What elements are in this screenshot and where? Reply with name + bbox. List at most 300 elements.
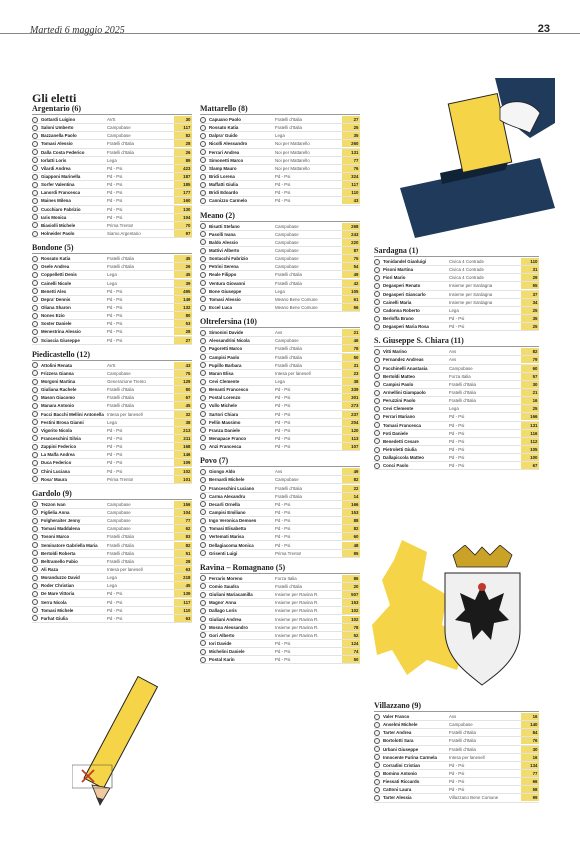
- candidate-party: Prima Trento!: [107, 222, 134, 228]
- candidate-votes: 80: [174, 312, 192, 319]
- candidate-row: [200, 533, 360, 541]
- candidate-name: Innocente Furina Carmela: [383, 754, 437, 760]
- candidate-party: Intesa per lanesell: [107, 411, 143, 417]
- party-logo-icon: [32, 149, 38, 155]
- district-heading: Mattarello (8): [200, 103, 360, 115]
- candidate-name: Sartori Chiara: [209, 411, 239, 417]
- candidate-name: Pupillo Barbara: [209, 362, 242, 368]
- candidate-name: Berloffa Bruno: [383, 316, 414, 322]
- candidate-name: Gori Alberto: [209, 632, 235, 638]
- candidate-row: [200, 517, 360, 525]
- candidate-party: Campobase: [275, 231, 299, 237]
- candidate-votes: 45: [174, 582, 192, 589]
- candidate-name: Giuliani Andrea: [209, 616, 242, 622]
- party-logo-icon: [32, 370, 38, 376]
- party-logo-icon: [374, 447, 380, 453]
- candidate-row: [374, 389, 539, 397]
- candidate-row: [374, 762, 539, 770]
- candidate-row: [32, 206, 192, 214]
- candidate-row: [374, 746, 539, 754]
- party-logo-icon: [374, 771, 380, 777]
- party-logo-icon: [32, 214, 38, 220]
- party-logo-icon: [374, 414, 380, 420]
- candidate-votes: 166: [521, 413, 539, 420]
- candidate-row: [32, 459, 192, 467]
- candidate-name: Beltramello Fabio: [41, 558, 78, 564]
- candidate-row: [32, 230, 192, 238]
- party-logo-icon: [200, 133, 206, 139]
- party-logo-icon: [200, 427, 206, 433]
- candidate-name: Baldo Alessio: [209, 239, 238, 245]
- candidate-name: Giuliana Rachele: [41, 387, 77, 393]
- candidate-row: [32, 116, 192, 124]
- candidate-name: Tomasi Alessio: [209, 296, 241, 302]
- party-logo-icon: [200, 526, 206, 532]
- party-logo-icon: [200, 370, 206, 376]
- candidate-votes: 28: [174, 140, 192, 147]
- candidate-votes: 75: [342, 255, 360, 262]
- party-logo-icon: [200, 469, 206, 475]
- candidate-row: [32, 476, 192, 484]
- candidate-name: Degasperi Renato: [383, 283, 421, 289]
- candidate-name: Maffatti Giulia: [209, 182, 239, 188]
- party-logo-icon: [32, 460, 38, 466]
- candidate-row: [200, 354, 360, 362]
- candidate-name: Degasperi Maria Rosa: [383, 324, 429, 330]
- party-logo-icon: [32, 174, 38, 180]
- candidate-name: Tezzon Ivan: [41, 501, 66, 507]
- candidate-row: [32, 124, 192, 132]
- candidate-row: [200, 132, 360, 140]
- candidate-name: Bomino Antonio: [383, 771, 417, 777]
- candidate-row: [374, 770, 539, 778]
- candidate-party: Pd - Psi: [107, 214, 123, 220]
- candidate-name: Ferrari Andrea: [209, 149, 240, 155]
- party-logo-icon: [32, 518, 38, 524]
- candidate-party: Fratelli d'Italia: [107, 256, 134, 262]
- candidate-name: Menestrina Alessio: [41, 329, 81, 335]
- candidate-votes: 139: [174, 590, 192, 597]
- party-logo-icon: [200, 600, 206, 606]
- candidate-votes: 46: [342, 337, 360, 344]
- candidate-party: Campobase: [107, 501, 131, 507]
- page-number: 23: [537, 23, 550, 35]
- candidate-votes: 185: [174, 181, 192, 188]
- candidate-name: Cadonna Roberto: [383, 307, 420, 313]
- candidate-row: [374, 721, 539, 729]
- candidate-row: [374, 307, 539, 315]
- candidate-row: [200, 640, 360, 648]
- candidate-row: [32, 378, 192, 386]
- candidate-row: [200, 501, 360, 509]
- candidate-name: Holneider Paolo: [41, 231, 75, 237]
- candidate-votes: 495: [174, 288, 192, 295]
- candidate-party: Fratelli d'Italia: [275, 346, 302, 352]
- candidate-party: Pd - Psi: [107, 615, 123, 621]
- candidate-row: [32, 598, 192, 606]
- candidate-party: Pd - Psi: [449, 430, 465, 436]
- candidate-name: Tomasi Francesca: [383, 422, 421, 428]
- party-logo-icon: [200, 198, 206, 204]
- candidate-name: Nones Ezio: [41, 313, 65, 319]
- candidate-party: Pd - Psi: [107, 435, 123, 441]
- candidate-votes: 97: [174, 230, 192, 237]
- district-heading: Sardagna (1): [374, 245, 539, 257]
- candidate-name: Simonetti Marco: [209, 157, 244, 163]
- candidate-name: De Mare Vittoria: [41, 591, 75, 597]
- party-logo-icon: [32, 157, 38, 163]
- candidate-name: Attolini Renata: [41, 362, 72, 368]
- candidate-party: Noi per Mattarello: [275, 149, 310, 155]
- candidate-name: Campisi Paolo: [383, 381, 414, 387]
- party-logo-icon: [374, 430, 380, 436]
- candidate-party: Pd - Psi: [107, 607, 123, 613]
- party-logo-icon: [32, 468, 38, 474]
- candidate-row: [374, 754, 539, 762]
- candidate-name: Farhat Giulia: [41, 615, 68, 621]
- candidate-row: [200, 509, 360, 517]
- candidate-votes: 187: [174, 173, 192, 180]
- candidate-votes: 63: [174, 615, 192, 622]
- district-gardolo: [32, 488, 192, 623]
- party-logo-icon: [32, 435, 38, 441]
- candidate-votes: 131: [521, 422, 539, 429]
- candidate-votes: 86: [342, 575, 360, 582]
- candidate-party: Pd - Psi: [107, 174, 123, 180]
- candidate-votes: 75: [174, 370, 192, 377]
- candidate-party: Pd - Psi: [107, 452, 123, 458]
- candidate-row: [32, 590, 192, 598]
- candidate-votes: 25: [521, 307, 539, 314]
- candidate-row: [200, 370, 360, 378]
- candidate-party: Fratelli d'Italia: [449, 390, 476, 396]
- candidate-votes: 51: [174, 550, 192, 557]
- candidate-party: Pd - Psi: [275, 526, 291, 532]
- party-logo-icon: [374, 324, 380, 330]
- candidate-party: Pd - Psi: [449, 455, 465, 461]
- candidate-votes: 82: [521, 348, 539, 355]
- candidate-party: Prima Trento!: [107, 476, 134, 482]
- candidate-name: Bernardi Michele: [209, 477, 245, 483]
- district-povo: [200, 455, 360, 558]
- candidate-votes: 30: [521, 746, 539, 753]
- candidate-votes: 70: [174, 222, 192, 229]
- candidate-party: Lega: [275, 379, 285, 384]
- candidate-row: [374, 778, 539, 786]
- candidate-name: Depra' Dennis: [41, 296, 71, 302]
- candidate-votes: 29: [521, 274, 539, 281]
- candidate-party: Fratelli d'Italia: [107, 550, 134, 556]
- candidate-name: Simonini Davide: [209, 330, 244, 336]
- candidate-row: [200, 615, 360, 623]
- candidate-name: Coppelletti Denis: [41, 272, 77, 278]
- candidate-row: [200, 386, 360, 394]
- party-logo-icon: [32, 133, 38, 139]
- candidate-name: Cainelli Maria: [383, 299, 412, 305]
- candidate-votes: 220: [342, 239, 360, 246]
- candidate-name: Mattivi Alberto: [209, 248, 240, 254]
- party-logo-icon: [374, 787, 380, 793]
- candidate-votes: 268: [342, 223, 360, 230]
- party-logo-icon: [200, 485, 206, 491]
- candidate-votes: 74: [342, 648, 360, 655]
- candidate-row: [200, 271, 360, 279]
- candidate-name: Fiori Mario: [383, 275, 406, 281]
- party-logo-icon: [374, 730, 380, 736]
- candidate-row: [32, 525, 192, 533]
- candidate-party: Pd - Psi: [275, 182, 291, 188]
- candidate-row: [32, 574, 192, 582]
- candidate-row: [200, 550, 360, 558]
- candidate-row: [200, 255, 360, 263]
- column-1: [32, 103, 192, 627]
- candidate-party: Fratelli d'Italia: [107, 149, 134, 155]
- party-logo-icon: [32, 288, 38, 294]
- candidate-name: Fernandez Andreas: [383, 357, 424, 363]
- candidate-name: Pagoretti Marco: [209, 346, 243, 352]
- candidate-name: Degasperi Giancarlo: [383, 291, 426, 297]
- party-logo-icon: [200, 239, 206, 245]
- candidate-name: Pisoni Martina: [383, 267, 414, 273]
- candidate-row: [32, 149, 192, 157]
- party-logo-icon: [32, 566, 38, 572]
- candidate-party: Meano Bene Comune: [275, 296, 318, 302]
- party-logo-icon: [200, 403, 206, 409]
- candidate-votes: 100: [521, 454, 539, 461]
- candidate-party: Fratelli d'Italia: [449, 746, 476, 752]
- candidate-votes: 243: [342, 231, 360, 238]
- candidate-row: [374, 365, 539, 373]
- candidate-party: Lega: [107, 272, 117, 278]
- party-logo-icon: [32, 329, 38, 335]
- candidate-party: Fratelli d'Italia: [275, 362, 302, 368]
- candidate-votes: 39: [174, 280, 192, 287]
- candidate-votes: 16: [521, 754, 539, 761]
- candidate-votes: 99: [521, 794, 539, 801]
- candidate-party: Lega: [449, 307, 459, 313]
- district-ravina-romagnano: [200, 562, 360, 665]
- candidate-party: Prima Trento!: [275, 550, 302, 556]
- party-logo-icon: [200, 305, 206, 311]
- candidate-votes: 37: [521, 291, 539, 298]
- candidate-row: [374, 291, 539, 299]
- candidate-name: Slamp Mauro: [209, 165, 237, 171]
- candidate-row: [32, 419, 192, 427]
- candidate-votes: 77: [342, 157, 360, 164]
- party-logo-icon: [32, 501, 38, 507]
- party-logo-icon: [32, 575, 38, 581]
- party-logo-icon: [200, 190, 206, 196]
- candidate-name: Foti Daniele: [383, 430, 408, 436]
- party-logo-icon: [200, 411, 206, 417]
- candidate-votes: 63: [174, 566, 192, 573]
- candidate-party: Forza Italia: [275, 575, 297, 581]
- district-mattarello: [200, 103, 360, 206]
- candidate-votes: 109: [174, 459, 192, 466]
- candidate-votes: 16: [521, 713, 539, 720]
- candidate-row: [32, 558, 192, 566]
- candidate-name: Tarter Andrea: [383, 730, 412, 736]
- candidate-party: Noi per Mattarello: [275, 165, 310, 171]
- party-logo-icon: [32, 264, 38, 270]
- party-logo-icon: [200, 346, 206, 352]
- party-logo-icon: [200, 296, 206, 302]
- candidate-party: Fratelli d'Italia: [107, 264, 134, 270]
- candidate-name: Bertoldi Matteo: [383, 373, 415, 379]
- candidate-name: Rossato Katia: [209, 125, 239, 131]
- candidate-name: Iaris Monica: [41, 214, 67, 220]
- candidate-party: Lega: [107, 419, 117, 425]
- candidate-name: Giapponi Marinella: [41, 174, 81, 180]
- candidate-name: Morgoni Martina: [41, 379, 76, 384]
- candidate-votes: 84: [521, 729, 539, 736]
- candidate-row: [32, 132, 192, 140]
- candidate-votes: 21: [521, 389, 539, 396]
- candidate-row: [32, 197, 192, 205]
- party-logo-icon: [200, 518, 206, 524]
- party-logo-icon: [374, 316, 380, 322]
- candidate-party: Fratelli d'Italia: [449, 381, 476, 387]
- party-logo-icon: [32, 607, 38, 613]
- candidate-votes: 60: [342, 533, 360, 540]
- party-logo-icon: [374, 357, 380, 363]
- candidate-votes: 26: [174, 263, 192, 270]
- candidate-name: Dallago Loris: [209, 608, 237, 614]
- candidate-row: [32, 501, 192, 509]
- party-logo-icon: [200, 550, 206, 556]
- party-logo-icon: [32, 256, 38, 262]
- candidate-name: Peruzzini Paolo: [383, 398, 416, 404]
- issue-date: Martedì 6 maggio 2025: [30, 25, 125, 36]
- candidate-votes: 82: [342, 476, 360, 483]
- district-heading: Bondone (5): [32, 242, 192, 254]
- candidate-row: [374, 438, 539, 446]
- candidate-row: [200, 337, 360, 345]
- candidate-party: Pd - Psi: [449, 316, 465, 322]
- candidate-row: [32, 320, 192, 328]
- candidate-party: Campobase: [107, 370, 131, 376]
- party-logo-icon: [32, 125, 38, 131]
- party-logo-icon: [200, 141, 206, 147]
- candidate-party: Pd - Psi: [449, 762, 465, 768]
- candidate-party: Fratelli d'Italia: [275, 125, 302, 131]
- party-logo-icon: [200, 657, 206, 663]
- candidate-party: Fratelli d'Italia: [107, 403, 134, 409]
- candidate-row: [32, 550, 192, 558]
- party-logo-icon: [32, 305, 38, 311]
- candidate-row: [200, 231, 360, 239]
- candidate-party: Pd - Psi: [275, 387, 291, 393]
- candidate-row: [32, 288, 192, 296]
- candidate-votes: 113: [342, 435, 360, 442]
- candidate-row: [374, 258, 539, 266]
- party-logo-icon: [32, 526, 38, 532]
- candidate-name: Tomasi Maddalena: [41, 526, 80, 532]
- candidate-name: Iorlatti Loris: [41, 157, 67, 163]
- candidate-party: Pd - Psi: [107, 444, 123, 450]
- candidate-party: Lega: [107, 157, 117, 163]
- candidate-votes: 43: [174, 362, 192, 369]
- candidate-name: Corradini Cristian: [383, 762, 421, 768]
- party-logo-icon: [374, 381, 380, 387]
- candidate-party: Generazione Trento: [107, 379, 146, 384]
- candidate-votes: 112: [521, 438, 539, 445]
- candidate-row: [374, 266, 539, 274]
- party-logo-icon: [200, 256, 206, 262]
- party-logo-icon: [32, 362, 38, 368]
- party-logo-icon: [374, 422, 380, 428]
- candidate-row: [200, 599, 360, 607]
- candidate-votes: 28: [174, 328, 192, 335]
- candidate-votes: 105: [342, 288, 360, 295]
- candidate-party: Pd - Psi: [107, 313, 123, 319]
- candidate-party: Intesa per lanesell: [449, 754, 485, 760]
- candidate-votes: 301: [342, 394, 360, 401]
- candidate-votes: 102: [174, 468, 192, 475]
- party-logo-icon: [374, 406, 380, 412]
- candidate-name: Seminatore Gabriella Maria: [41, 542, 98, 548]
- candidate-party: Campobase: [449, 722, 473, 728]
- district-heading: Ravina – Romagnano (5): [200, 562, 360, 574]
- party-logo-icon: [200, 395, 206, 401]
- party-logo-icon: [32, 542, 38, 548]
- party-logo-icon: [32, 337, 38, 343]
- candidate-votes: 168: [174, 443, 192, 450]
- candidate-name: Tomasi Elisabetta: [209, 526, 247, 532]
- candidate-party: Noi per Mattarello: [275, 141, 310, 147]
- candidate-votes: 95: [342, 550, 360, 557]
- candidate-row: [374, 422, 539, 430]
- candidate-row: [200, 493, 360, 501]
- candidate-votes: 53: [174, 320, 192, 327]
- party-logo-icon: [374, 390, 380, 396]
- candidate-votes: 110: [342, 189, 360, 196]
- candidate-row: [32, 402, 192, 410]
- party-logo-icon: [200, 435, 206, 441]
- party-logo-icon: [374, 463, 380, 469]
- candidate-name: Bertoldi Roberta: [41, 550, 76, 556]
- candidate-name: Iori Davide: [209, 640, 232, 646]
- candidate-votes: 54: [342, 263, 360, 270]
- column-2: [200, 103, 360, 668]
- party-logo-icon: [32, 190, 38, 196]
- candidate-party: Villazzano Bene Comune: [449, 795, 499, 801]
- party-logo-icon: [200, 649, 206, 655]
- candidate-row: [374, 713, 539, 721]
- party-logo-icon: [32, 411, 38, 417]
- candidate-party: Fratelli d'Italia: [275, 354, 302, 360]
- candidate-votes: 146: [174, 451, 192, 458]
- candidate-name: Pasolli Ivana: [209, 231, 236, 237]
- candidate-name: Sontacchi Fabrizio: [209, 256, 249, 262]
- candidate-name: Vullo Michele: [209, 403, 237, 409]
- candidate-party: Campobase: [275, 223, 299, 229]
- candidate-row: [200, 296, 360, 304]
- candidate-party: Pd - Psi: [107, 165, 123, 171]
- candidate-name: Bazzanella Paolo: [41, 133, 77, 139]
- candidate-row: [200, 525, 360, 533]
- candidate-name: Nicolli Alessandro: [209, 141, 248, 147]
- candidate-party: Lega: [107, 583, 117, 589]
- party-logo-icon: [200, 624, 206, 630]
- district-s-giuseppe-s-chiara: [374, 335, 539, 470]
- candidate-row: [374, 299, 539, 307]
- candidate-votes: 211: [174, 435, 192, 442]
- party-logo-icon: [200, 477, 206, 483]
- candidate-party: Avs: [449, 349, 457, 355]
- candidate-name: Chini Luciana: [41, 468, 70, 474]
- candidate-votes: 116: [521, 430, 539, 437]
